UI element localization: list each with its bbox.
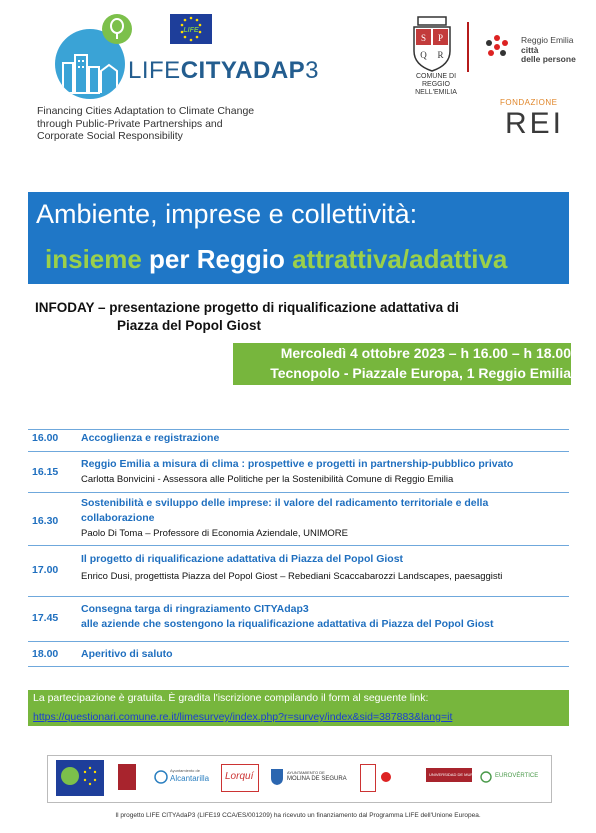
program-session-title: Il progetto di riqualificazione adattativa di Piazza del Popol Giost xyxy=(81,553,404,565)
program-session-title: Aperitivo di saluto xyxy=(81,648,173,660)
svg-text:LIFE: LIFE xyxy=(183,27,199,34)
eu-stars-icon xyxy=(170,14,212,44)
euroverti-logo: EUROVÉRTICE xyxy=(480,764,548,790)
banner-title-line1: Ambiente, imprese e collettività: xyxy=(36,199,418,229)
banner-title-line2: insieme per Reggio attrattiva/adattiva xyxy=(45,244,508,274)
divider xyxy=(467,22,469,72)
funding-footer: Il progetto LIFE CITYAdaP3 (LIFE19 CCA/ES/001209) ha ricevuto un finanziamento dal Programma LIFE dell'Unione Europea. xyxy=(115,812,481,819)
lorqui-logo: Lorquí xyxy=(221,764,259,792)
registration-text: La partecipazione è gratuita. È gradita l'iscrizione compilando il form al seguente link: xyxy=(33,692,429,704)
program-session-title: alle aziende che sostengono la riqualificazione adattativa di Piazza del Popol Giost xyxy=(81,618,494,630)
life-eu-logo xyxy=(56,760,104,796)
svg-text:S: S xyxy=(420,33,427,43)
program-time: 16.30 xyxy=(32,515,59,527)
divider xyxy=(28,545,569,546)
murcia-region-logo xyxy=(118,764,136,790)
program-time: 17.00 xyxy=(32,564,59,576)
divider xyxy=(28,666,569,667)
divider xyxy=(28,429,569,430)
program-session-title: collaborazione xyxy=(81,512,155,524)
reggio-emilia-mark-icon xyxy=(380,771,392,783)
reggio-emilia-label: Reggio Emilia xyxy=(521,35,574,45)
program-speaker: Paolo Di Toma – Professore di Economia Aziendale, UNIMORE xyxy=(81,528,349,539)
alcantarilla-logo: Ayuntamiento de Alcantarilla xyxy=(154,764,214,790)
registration-link[interactable]: https://questionari.comune.re.it/limesurvey/index.php?r=survey/index&sid=387883&lang=it xyxy=(33,711,453,723)
divider xyxy=(28,492,569,493)
divider xyxy=(28,451,569,452)
program-session-title: Consegna targa di ringraziamento CITYAdap3 xyxy=(81,603,309,615)
brand-title: LIFECITYADAP3 xyxy=(128,57,320,84)
project-tagline: Financing Cities Adaptation to Climate Change through Public-Private Partnerships and Corporate Social Responsibility xyxy=(37,105,255,142)
event-date: Mercoledì 4 ottobre 2023 – h 16.00 – h 18.00 xyxy=(280,345,571,361)
program-time: 17.45 xyxy=(32,612,59,624)
eu-stars-icon xyxy=(56,760,104,796)
universidad-de-murcia-logo: UNIVERSIDAD DE MURCIA xyxy=(426,768,472,782)
program-time: 18.00 xyxy=(32,648,59,660)
divider xyxy=(28,596,569,597)
alcantarilla-icon xyxy=(154,770,168,784)
comune-crest-small-logo xyxy=(360,764,376,792)
program-time: 16.15 xyxy=(32,466,59,478)
tree-icon xyxy=(102,14,132,44)
infoday-title-line1: INFODAY – presentazione progetto di riqualificazione adattativa di xyxy=(35,300,459,315)
program-time: 16.00 xyxy=(32,432,59,444)
program-speaker: Carlotta Bonvicini - Assessora alle Politiche per la Sostenibilità Comune di Reggio Emilia xyxy=(81,474,454,485)
infoday-title-line2: Piazza del Popol Giost xyxy=(117,318,262,333)
svg-text:P: P xyxy=(437,33,444,43)
program-session-title: Reggio Emilia a misura di clima : prospettive e progetti in partnership-pubblico privato xyxy=(81,458,514,470)
citta-delle-persone-label: città delle persone xyxy=(521,45,576,64)
eu-life-flag xyxy=(170,14,212,44)
crest-icon xyxy=(406,15,458,73)
comune-label: COMUNE DI REGGIO NELL'EMILIA xyxy=(415,73,457,96)
shield-icon xyxy=(270,768,284,786)
program-session-title: Sostenibilità e sviluppo delle imprese: il valore del radicamento territoriale e della xyxy=(81,497,489,509)
svg-text:Q: Q xyxy=(420,50,427,60)
program-session-title: Accoglienza e registrazione xyxy=(81,432,220,444)
reggio-emilia-small-logo xyxy=(380,764,410,790)
reggio-emilia-mark-icon xyxy=(482,32,512,62)
program-speaker: Enrico Dusi, progettista Piazza del Popol Giost – Rebediani Scaccabarozzi Landscapes, paesaggisti xyxy=(81,571,503,582)
molina-de-segura-logo: AYUNTAMIENTO DE MOLINA DE SEGURA xyxy=(270,764,352,790)
fondazione-rei-logo: REI xyxy=(505,107,565,140)
svg-text:R: R xyxy=(437,50,444,60)
divider xyxy=(28,641,569,642)
event-location: Tecnopolo - Piazzale Europa, 1 Reggio Emilia xyxy=(270,365,571,381)
fondazione-label: FONDAZIONE xyxy=(500,98,558,107)
globe-icon xyxy=(480,771,492,783)
partner-logos xyxy=(47,755,552,803)
